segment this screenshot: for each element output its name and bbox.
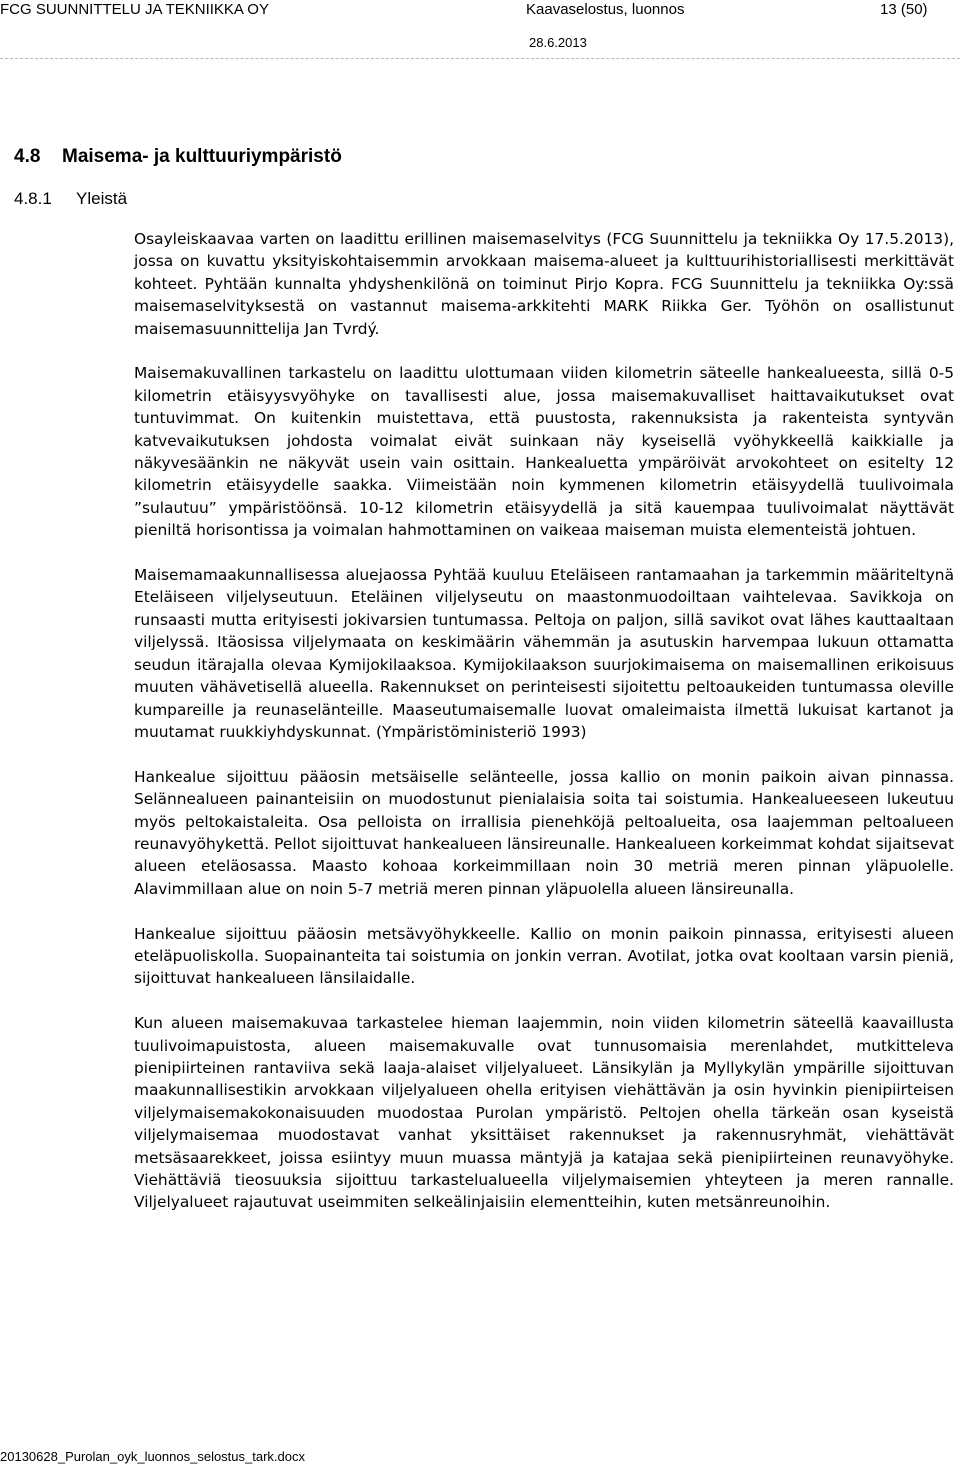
header-page-number: 13 (50)	[880, 1, 928, 18]
paragraph-2: Maisemakuvallinen tarkastelu on laadittu ulottumaan viiden kilometrin säteelle hankealueesta, sillä 0-5 kilometrin etäisyysvyöhyke on tavallisesti alue, jossa maisemakuvalliset haittavaikutukset ovat tuntuvimmat. On kuitenkin muistettava, että puustosta, rakennuksista ja rakenteista syntyvän katvevaikutuksen johdosta voimalat eivät suinkaan näy kyseisellä vyöhykkeellä kaikkialle ja näkyvesäänkin ne näkyvät usein vain osittain. Hankealuetta ympäröivät arvokohteet on esitelty 12 kilometrin etäisyydelle saakka. Viimeistään noin kymmenen kilometrin etäisyydellä tuulivoimala ”sulautuu” ympäristöönsä. 10-12 kilometrin etäisyydellä ja sitä kauempaa tuulivoimalat näyttävät pieniltä horisontissa ja voimalan hahmottaminen on vaikeaa maiseman muista elementeistä johtuen.	[134, 364, 954, 540]
paragraph-3: Maisemamaakunnallisessa aluejaossa Pyhtää kuuluu Eteläiseen rantamaahan ja tarkemmin määriteltynä Eteläiseen viljelyseutuun. Eteläinen viljelyseutu on maastonmuodoiltaan vaihtelevaa. Savikkoja on runsaasti mutta erityisesti jokivarsien tuntumassa. Peltoja on paljon, sillä savikot ovat lähes kauttaaltaan viljelyssä. Itäosissa viljelymaata on keskimäärin vähemmän ja asutuskin harvempaa lukuun ottamatta seudun itärajalla olevaa Kymijokilaaksoa. Kymijokilaakson suurjokimaisema on maisemallinen erikoisuus muuten vähävetisellä alueella. Rakennukset on perinteisesti sijoitettu peltoaukeiden tuntumassa oleville kumpareille ja reunaselänteille. Maaseutumaisemalle luovat omaleimaista ilmettä lukuisat kartanot ja muutamat ruukkiyhdyskunnat. (Ympäristöministeriö 1993)	[134, 566, 954, 741]
subsection-heading	[14, 189, 127, 209]
paragraph-4: Hankealue sijoittuu pääosin metsäiselle selänteelle, jossa kallio on monin paikoin aivan pinnassa. Selännealueen painanteisiin on muodostunut pienialaisia soita tai soistumia. Hankealueeseen lukeutuu myös peltokaistaleita. Osa pelloista on irrallisia pienehköjä peltoalueita, osa laajemman peltoalueen reunavyöhykettä. Pellot sijoittuvat hankealueen länsireunalle. Hankealueen korkeimmat kohdat sijaitsevat alueen eteläosassa. Maasto kohoaa korkeimmillaan noin 30 metriä meren pinnan yläpuolelle. Alavimmillaan alue on noin 5-7 metriä meren pinnan yläpuolella alueen länsireunalla.	[134, 767, 954, 898]
header-date: 28.6.2013	[529, 35, 587, 50]
paragraph-5: Hankealue sijoittuu pääosin metsävyöhykkeelle. Kallio on monin paikoin pinnassa, erityisesti alueen eteläpuoliskolla. Suopainanteita tai soistumia on jonkin verran. Avotilat, jotka ovat kooltaan varsin pieniä, sijoittuvat hankealueen länsilaidalle.	[134, 924, 954, 988]
section-heading	[14, 146, 342, 168]
header-rule	[0, 58, 960, 59]
section-number: 4.8	[14, 146, 41, 167]
page-header	[0, 0, 960, 50]
section-title: Maisema- ja kulttuuriympäristö	[62, 146, 342, 167]
header-company: FCG SUUNNITTELU JA TEKNIIKKA OY	[0, 1, 269, 18]
subsection-number: 4.8.1	[14, 189, 52, 208]
header-doc-title: Kaavaselostus, luonnos	[526, 1, 685, 18]
page-footer-filename: 20130628_Purolan_oyk_luonnos_selostus_tark.docx	[0, 1449, 305, 1464]
paragraph-1: Osayleiskaavaa varten on laadittu erillinen maisemaselvitys (FCG Suunnittelu ja tekniikka Oy 17.5.2013), jossa on kuvattu yksityiskohtaisemmin arvokkaan maisema-alueet ja kulttuurihistoriallisesti merkittävät kohteet. Pyhtään kunnalta yhdyshenkilönä on toiminut Pirjo Kopra. FCG Suunnittelu ja tekniikka Oy:ssä maisemaselvityksestä on vastannut maisema-arkkitehti MARK Riikka Ger. Työhön on osallistunut maisemasuunnittelija Jan Tvrdý.	[134, 230, 954, 338]
body-text	[134, 228, 954, 1236]
paragraph-6: Kun alueen maisemakuvaa tarkastelee hieman laajemmin, noin viiden kilometrin säteellä kaavaillusta tuulivoimapuistosta, alueen maisemakuvalle ovat tunnusomaisia merenlahdet, mutkitteleva pienipiirteinen rantaviiva sekä laaja-alaiset viljelyalueet. Länsikylän ja Myllykylän ympärille sijoittuvan maakunnallisestikin arvokkaan viljelyalueen ohella erityisen viehättävän ja osin hyvinkin pienipiirteisen viljelymaisemakokonaisuuden muodostaa Purolan ympäristö. Peltojen ohella tärkeän osan kyseistä viljelymaisemaa muodostavat vanhat yksittäiset rakennukset ja rakennusryhmät, viehättävät metsäsaarekkeet, joissa esiintyy muun muassa mäntyjä ja katajaa sekä pienipiirteinen reunavyöhyke. Viehättäviä tieosuuksia sijoittuu tarkastelualueella viljelymaisemien yhteyteen ja meren rannalle. Viljelyalueet rajautuvat useimmiten selkeälinjaisiin elementteihin, kuten metsänreunoihin.	[134, 1014, 954, 1212]
subsection-title: Yleistä	[76, 189, 128, 208]
